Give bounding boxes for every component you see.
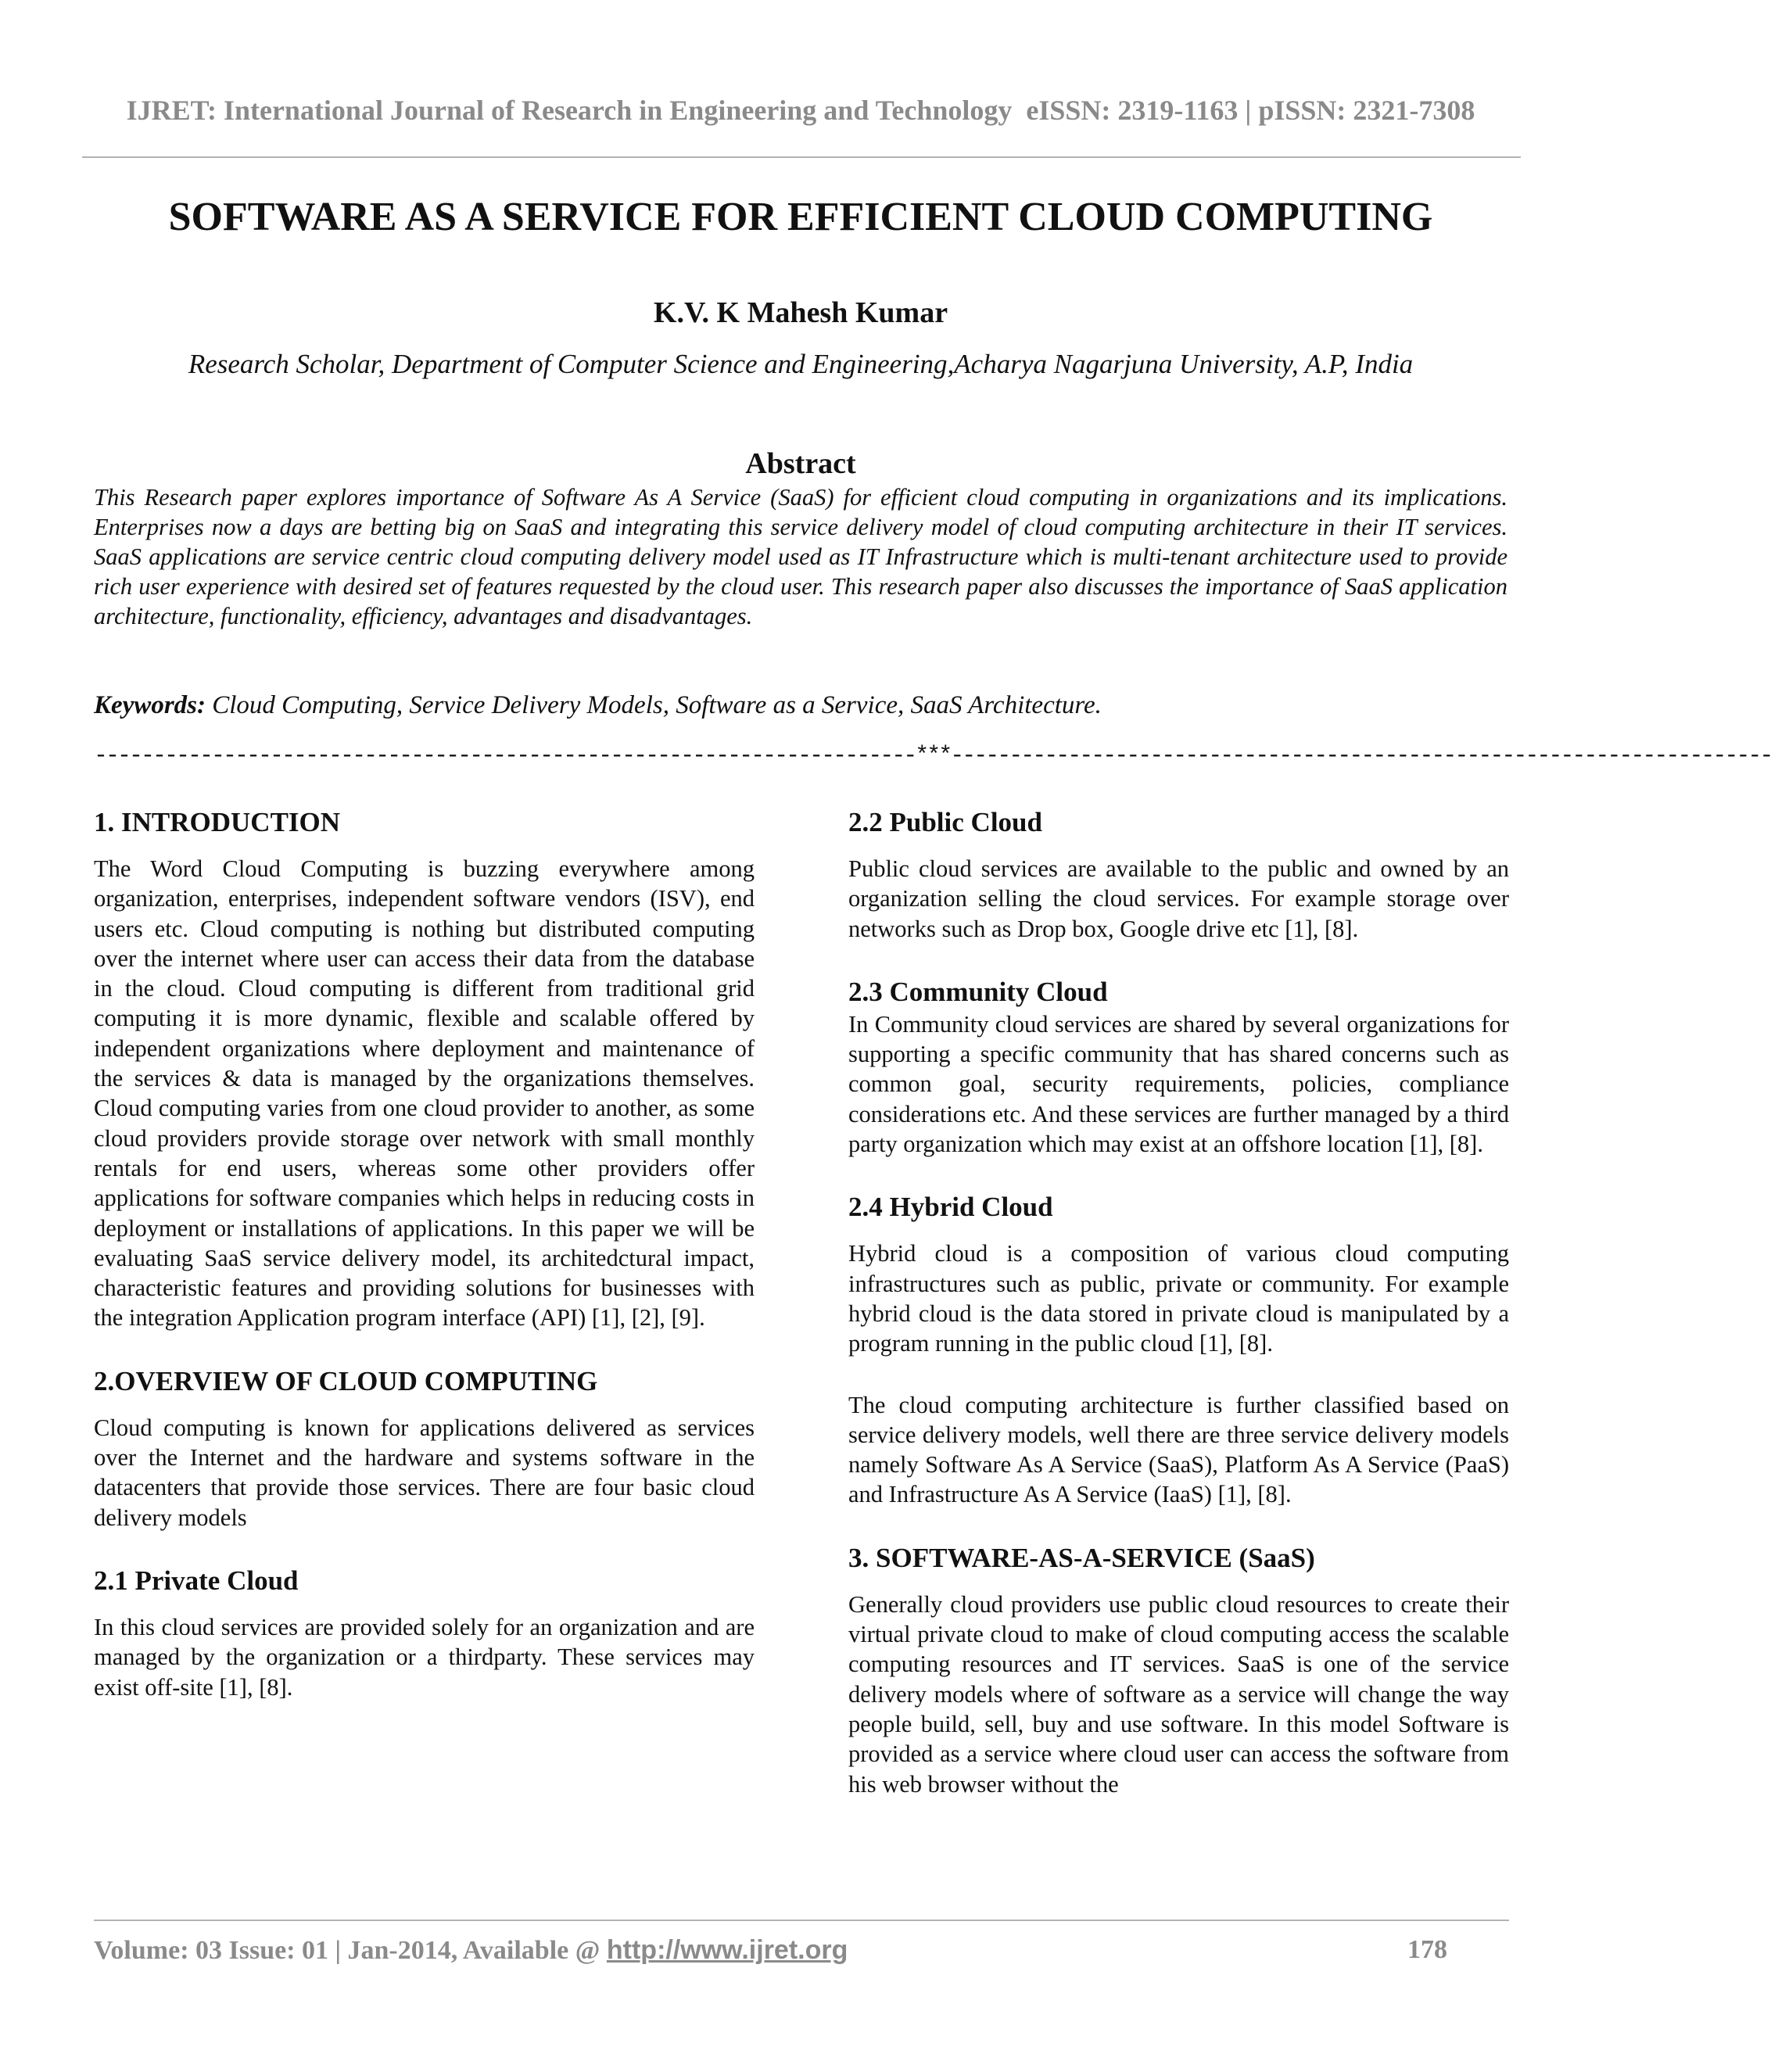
page-number: 178 [1407,1935,1447,1964]
journal-link[interactable]: http://www.ijret.org [606,1935,848,1965]
abstract-heading: Abstract [745,447,856,480]
hybrid-cloud-text: Hybrid cloud is a composition of various cloud computing infrastructures such as public, private or community. For example hybrid cloud is the data stored in private cloud is manipulated by a program running in the public cloud [1], [8]. [848,1240,1509,1357]
abstract-text: This Research paper explores importance of Software As A Service (SaaS) for efficient cloud computing in organizations and its implications. Enterprises now a days are betting big on SaaS and integrating this service delivery model of cloud computing architecture in their IT services. SaaS applications are service centric cloud computing delivery model used as IT Infrastructure which is multi-tenant architecture used to provide rich user experience with desired set of features requested by the cloud user. This research paper also discusses the importance of SaaS application architecture, functionality, efficiency, advantages and disadvantages. [94,484,1508,629]
community-cloud-text: In Community cloud services are shared by several organizations for supporting a specific community that has shared concerns such as common goal, security requirements, policies, compliance considerations etc. And these services are further managed by a third party organization which may exist at an offshore location [1], [8]. [848,1010,1509,1158]
section-heading-community-cloud: 2.3 Community Cloud [848,976,1108,1007]
section-heading-private-cloud: 2.1 Private Cloud [94,1565,299,1596]
footer-rule [94,1920,1509,1921]
footer-volume [94,1935,848,1966]
section-heading-hybrid-cloud: 2.4 Hybrid Cloud [848,1192,1053,1223]
author-name: K.V. K Mahesh Kumar [653,296,948,329]
paper-title: SOFTWARE AS A SERVICE FOR EFFICIENT CLOUD COMPUTING [168,195,1433,239]
author-affiliation: Research Scholar, Department of Computer Science and Engineering,Acharya Nagarjuna University, A.P, India [188,349,1414,379]
service-models-text: The cloud computing architecture is further classified based on service delivery models, well there are three service delivery models namely Software As A Service (SaaS), Platform As A Service (PaaS) and Infrastructure As A Service (IaaS) [1], [8]. [848,1391,1509,1508]
private-cloud-text: In this cloud services are provided solely for an organization and are managed by the organization or a thirdparty. These services may exist off-site [1], [8]. [94,1613,755,1701]
section-heading-public-cloud: 2.2 Public Cloud [848,807,1042,837]
section-heading-introduction: 1. INTRODUCTION [94,807,341,837]
right-column [848,805,1509,1830]
section-separator: ----------------------------------------------------------------------***---------------------------------------------------------------------- [94,743,1771,769]
overview-text: Cloud computing is known for applications delivered as services over the Internet and the hardware and systems software in the datacenters that provide those services. There are four basic cloud delivery models [94,1414,755,1531]
journal-header: IJRET: International Journal of Research in Engineering and Technology eISSN: 2319-1163 | pISSN: 2321-7308 [126,95,1475,126]
saas-text: Generally cloud providers use public cloud resources to create their virtual private cloud to make of cloud computing access the scalable computing resources and IT services. SaaS is one of the service delivery models where of software as a service will change the way people build, sell, buy and use software. In this model Software is provided as a service where cloud user can access the software from his web browser without the [848,1590,1509,1798]
section-heading-saas: 3. SOFTWARE-AS-A-SERVICE (SaaS) [848,1542,1315,1573]
keywords [94,691,1508,720]
header-rule [82,156,1521,158]
keywords-label: Keywords: [94,691,206,719]
introduction-text: The Word Cloud Computing is buzzing everywhere among organization, enterprises, independent software vendors (ISV), end users etc. Cloud computing is nothing but distributed computing over the internet where user can access their data from the database in the cloud. Cloud computing is different from traditional grid computing it is more dynamic, flexible and scalable offered by independent organizations where deployment and maintenance of the services & data is managed by the organizations themselves. Cloud computing varies from one cloud provider to another, as some cloud providers provide storage over network with small monthly rentals for end users, whereas some other providers offer applications for software companies which helps in reducing costs in deployment or installations of applications. In this paper we will be evaluating SaaS service delivery model, its architedctural impact, characteristic features and providing solutions for businesses with the integration Application program interface (API) [1], [2], [9]. [94,855,755,1332]
keywords-text: Cloud Computing, Service Delivery Models, Software as a Service, SaaS Architecture. [206,691,1102,719]
left-column [94,805,755,1733]
footer-volume-text: Volume: 03 Issue: 01 | Jan-2014, Available @ [94,1936,607,1965]
public-cloud-text: Public cloud services are available to the public and owned by an organization selling the cloud services. For example storage over networks such as Drop box, Google drive etc [1], [8]. [848,855,1509,942]
section-heading-overview: 2.OVERVIEW OF CLOUD COMPUTING [94,1365,598,1396]
